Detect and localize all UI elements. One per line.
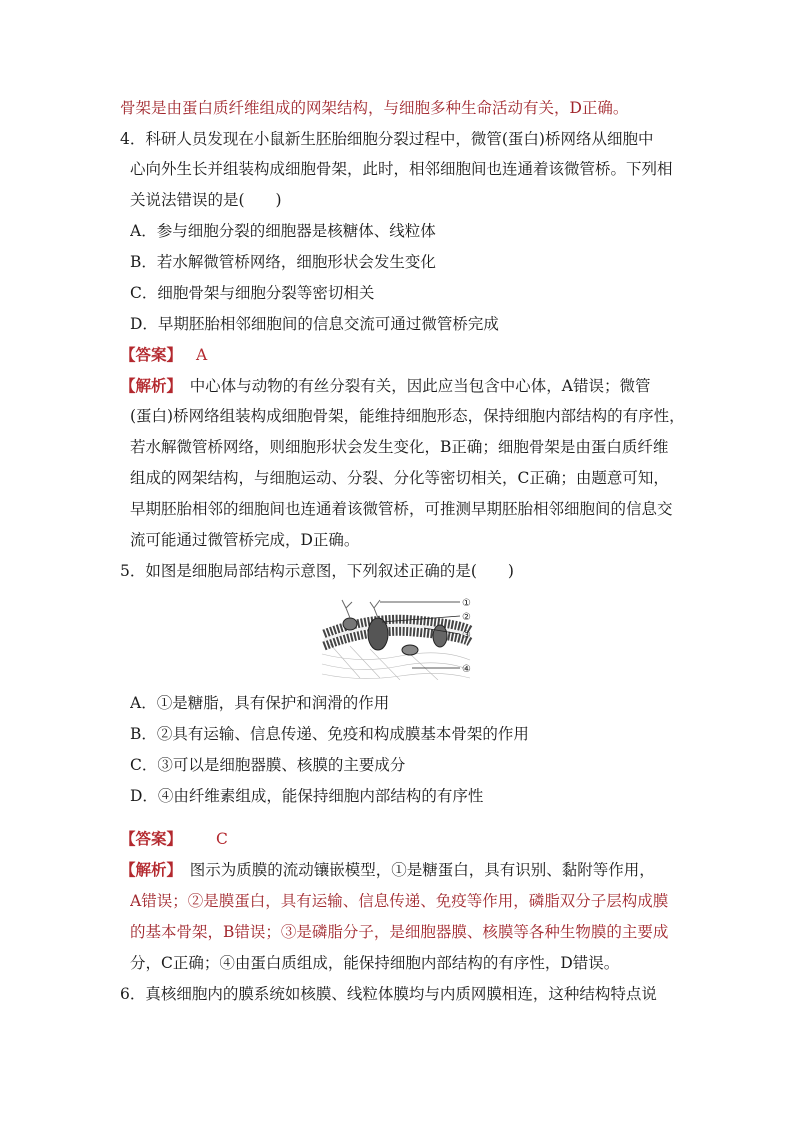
question-4-explanation: 流可能通过微管桥完成，D正确。 [130,531,360,549]
question-4-explanation: 若水解微管桥网络，则细胞形状会发生变化，B正确；细胞骨架是由蛋白质纤维 [130,438,669,456]
figure-label-3: ③ [462,630,471,641]
question-4-option-d: D．早期胚胎相邻细胞间的信息交流可通过微管桥完成 [130,315,499,333]
question-4-explanation: 早期胚胎相邻的细胞间也连通着该微管桥，可推测早期胚胎相邻细胞间的信息交 [130,500,673,518]
answer-tag: 【答案】 [120,345,183,364]
answer-tag: 【答案】 [120,829,183,848]
question-5-explanation: 【解析】 图示为质膜的流动镶嵌模型，①是糖蛋白，具有识别、黏附等作用， [120,860,655,879]
explanation-tag: 【解析】 [120,376,175,395]
question-5-option-b: B．②具有运输、信息传递、免疫和构成膜基本骨架的作用 [130,725,529,743]
figure-label-4: ④ [462,664,471,675]
explanation-tag: 【解析】 [120,860,175,879]
figure-label-1: ① [462,598,471,609]
question-5-explanation: 分，C正确；④由蛋白质组成，能保持细胞内部结构的有序性，D错误。 [130,954,620,972]
answer-value: A [196,346,208,364]
question-4-option-c: C．细胞骨架与细胞分裂等密切相关 [130,284,375,302]
question-5-explanation: A错误；②是膜蛋白，具有运输、信息传递、免疫等作用，磷脂双分子层构成膜 [130,892,669,910]
question-4-explanation: 【解析】 中心体与动物的有丝分裂有关，因此应当包含中心体，A错误；微管 [120,376,651,395]
question-5-explanation: 的基本骨架，B错误；③是磷脂分子，是细胞器膜、核膜等各种生物膜的主要成 [130,923,669,941]
question-4-answer [120,345,680,365]
answer-value: C [216,830,228,848]
cell-membrane-figure [320,594,482,680]
question-4-stem: 心向外生长并组装构成细胞骨架，此时，相邻细胞间也连通着该微管桥。下列相 [130,160,673,178]
question-4-explanation: (蛋白)桥网络组装构成细胞骨架，能维持细胞形态，保持细胞内部结构的有序性， [130,407,685,425]
question-5-option-c: C．③可以是细胞器膜、核膜的主要成分 [130,756,406,774]
question-4-stem: 关说法错误的是( ) [130,191,282,209]
question-6-stem: 6．真核细胞内的膜系统如核膜、线粒体膜均与内质网膜相连，这种结构特点说 [120,985,657,1003]
question-4-stem: 4．科研人员发现在小鼠新生胚胎细胞分裂过程中，微管(蛋白)桥网络从细胞中 [120,130,654,148]
question-5-option-d: D．④由纤维素组成，能保持细胞内部结构的有序性 [130,787,484,805]
question-5-stem: 5．如图是细胞局部结构示意图，下列叙述正确的是( ) [120,562,514,580]
question-4-explanation: 组成的网架结构，与细胞运动、分裂、分化等密切相关，C正确；由题意可知， [130,469,669,487]
text-line: 骨架是由蛋白质纤维组成的网架结构，与细胞多种生命活动有关，D正确。 [120,99,629,117]
question-5-option-a: A．①是糖脂，具有保护和润滑的作用 [130,694,390,712]
question-5-answer [120,829,680,849]
question-4-option-a: A．参与细胞分裂的细胞器是核糖体、线粒体 [130,222,436,240]
question-4-option-b: B．若水解微管桥网络，细胞形状会发生变化 [130,253,436,271]
figure-label-2: ② [462,612,471,623]
